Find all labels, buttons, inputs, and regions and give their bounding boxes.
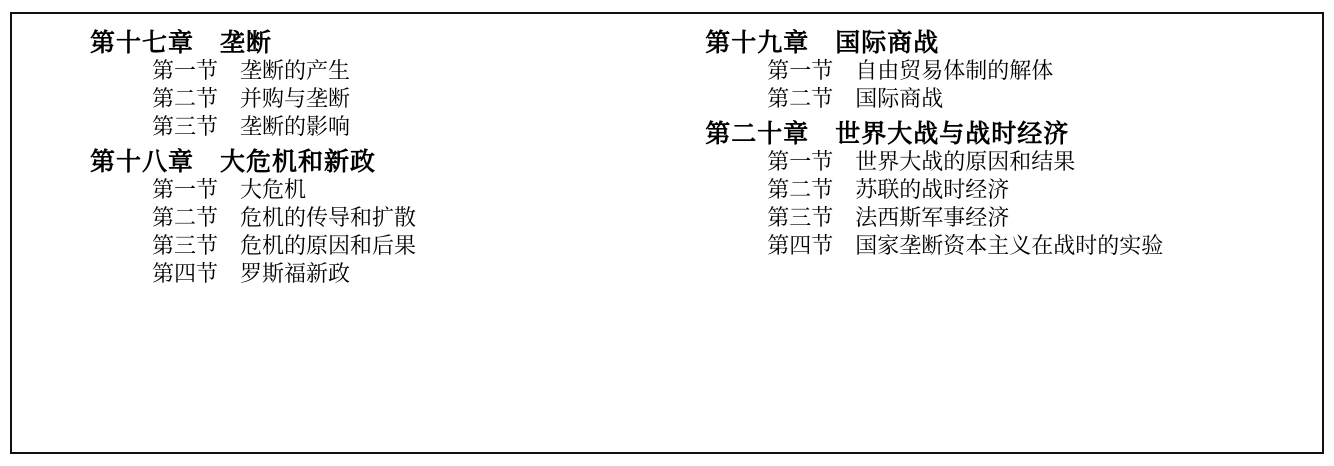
- chapter-block: [90, 149, 693, 286]
- section-entry: [705, 236, 1322, 258]
- section-title: 国家垄断资本主义在战时的实验: [855, 234, 1164, 259]
- section-title: 并购与垄断: [240, 87, 351, 112]
- chapter-title: 大危机和新政: [220, 147, 377, 176]
- section-entry: [705, 89, 1322, 111]
- section-entry: [90, 117, 693, 139]
- section-entry: [705, 152, 1322, 174]
- section-title: 世界大战的原因和结果: [855, 150, 1076, 175]
- chapter-block: [90, 30, 693, 139]
- section-title: 国际商战: [855, 87, 944, 112]
- section-entry: [705, 208, 1322, 230]
- section-title: 垄断的影响: [240, 115, 351, 140]
- chapter-heading: [705, 30, 1322, 55]
- section-title: 危机的传导和扩散: [240, 206, 417, 231]
- section-entry: [90, 180, 693, 202]
- section-number: 第一节: [767, 150, 834, 175]
- section-number: 第四节: [767, 234, 834, 259]
- toc-columns: [12, 14, 1322, 452]
- section-title: 罗斯福新政: [240, 262, 351, 287]
- chapter-number: 第十九章: [705, 28, 810, 57]
- toc-frame: [10, 12, 1324, 454]
- chapter-heading: [90, 30, 693, 55]
- section-entry: [705, 180, 1322, 202]
- section-title: 苏联的战时经济: [855, 178, 1010, 203]
- chapter-title: 垄断: [220, 28, 273, 57]
- section-number: 第二节: [767, 178, 834, 203]
- toc-column-left: [12, 30, 693, 452]
- section-number: 第三节: [152, 115, 219, 140]
- section-number: 第二节: [152, 87, 219, 112]
- section-number: 第四节: [152, 262, 219, 287]
- section-number: 第二节: [767, 87, 834, 112]
- section-title: 法西斯军事经济: [855, 206, 1010, 231]
- chapter-number: 第十七章: [90, 28, 195, 57]
- chapter-block: [705, 121, 1322, 258]
- section-entry: [90, 236, 693, 258]
- section-entry: [90, 61, 693, 83]
- section-number: 第一节: [767, 59, 834, 84]
- section-number: 第二节: [152, 206, 219, 231]
- chapter-title: 世界大战与战时经济: [835, 119, 1070, 148]
- section-entry: [90, 264, 693, 286]
- toc-column-right: [693, 30, 1322, 452]
- chapter-heading: [705, 121, 1322, 146]
- chapter-number: 第二十章: [705, 119, 810, 148]
- section-entry: [705, 61, 1322, 83]
- chapter-title: 国际商战: [835, 28, 940, 57]
- chapter-block: [705, 30, 1322, 111]
- section-number: 第一节: [152, 59, 219, 84]
- section-title: 危机的原因和后果: [240, 234, 417, 259]
- section-number: 第三节: [152, 234, 219, 259]
- section-entry: [90, 89, 693, 111]
- section-title: 自由贸易体制的解体: [855, 59, 1054, 84]
- section-number: 第一节: [152, 178, 219, 203]
- section-number: 第三节: [767, 206, 834, 231]
- chapter-number: 第十八章: [90, 147, 195, 176]
- section-entry: [90, 208, 693, 230]
- section-title: 大危机: [240, 178, 307, 203]
- section-title: 垄断的产生: [240, 59, 351, 84]
- chapter-heading: [90, 149, 693, 174]
